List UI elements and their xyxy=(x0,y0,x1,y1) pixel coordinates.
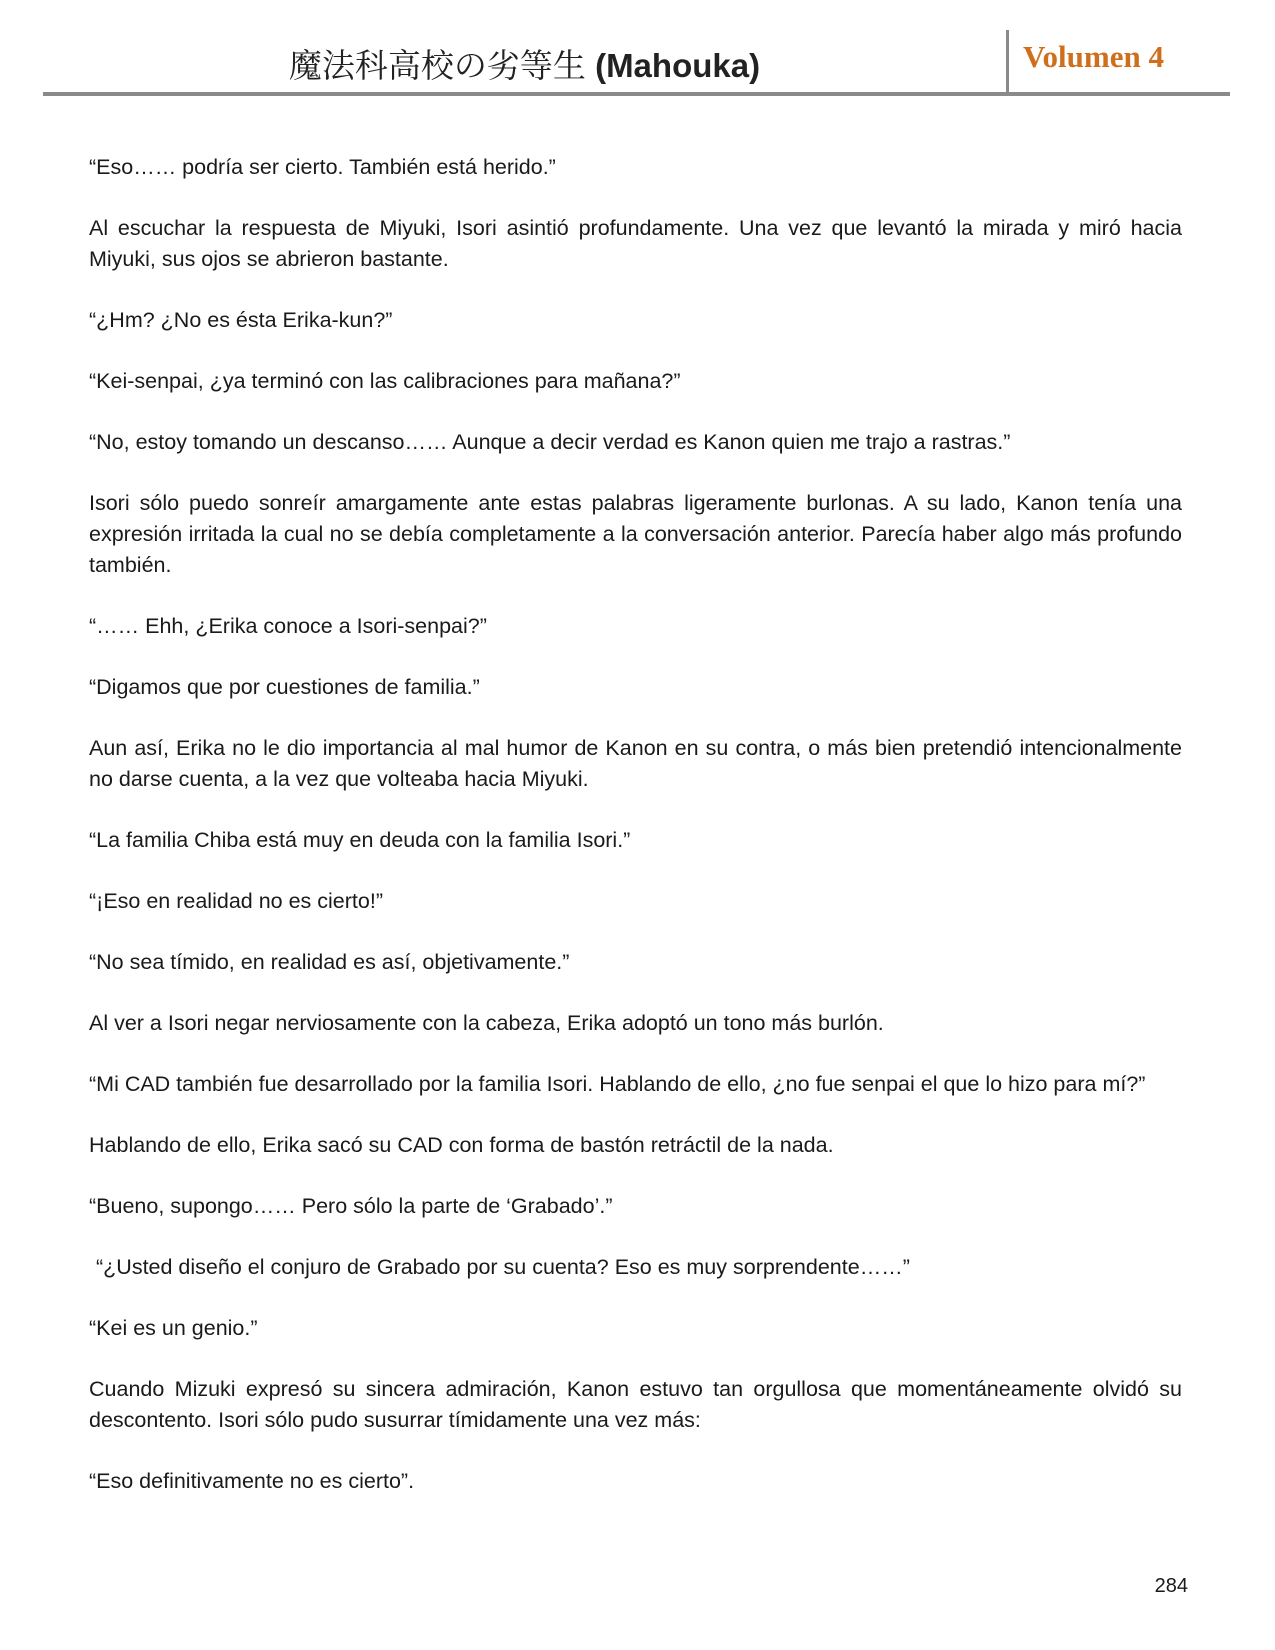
header-divider xyxy=(1006,30,1009,92)
paragraph: “No, estoy tomando un descanso…… Aunque a decir verdad es Kanon quien me trajo a rastras.” xyxy=(89,430,1011,454)
volume-label: Volumen 4 xyxy=(1023,39,1164,74)
book-title xyxy=(43,40,1006,87)
paragraph: “…… Ehh, ¿Erika conoce a Isori-senpai?” xyxy=(89,614,487,638)
book-title-japanese: 魔法科高校の劣等生 xyxy=(288,47,586,84)
paragraph: “Mi CAD también fue desarrollado por la familia Isori. Hablando de ello, ¿no fue senpai el que lo hizo para mí?” xyxy=(89,1072,1146,1096)
body-text xyxy=(89,152,1182,1527)
paragraph: “¿Hm? ¿No es ésta Erika-kun?” xyxy=(89,308,393,332)
page-header xyxy=(43,28,1230,92)
paragraph: “Digamos que por cuestiones de familia.” xyxy=(89,675,480,699)
page-number: 284 xyxy=(1154,1575,1188,1597)
paragraph: “Kei-senpai, ¿ya terminó con las calibraciones para mañana?” xyxy=(89,369,681,393)
paragraph: Al escuchar la respuesta de Miyuki, Isori asintió profundamente. Una vez que levantó la mirada y miró hacia Miyuki, sus ojos se abrieron bastante. xyxy=(89,216,1182,271)
paragraph: “¡Eso en realidad no es cierto!” xyxy=(89,889,383,913)
paragraph: “¿Usted diseño el conjuro de Grabado por su cuenta? Eso es muy sorprendente……” xyxy=(96,1255,910,1279)
paragraph: “Bueno, supongo…… Pero sólo la parte de ‘Grabado’.” xyxy=(89,1194,613,1218)
paragraph: “No sea tímido, en realidad es así, objetivamente.” xyxy=(89,950,570,974)
paragraph: “Kei es un genio.” xyxy=(89,1316,258,1340)
header-rule xyxy=(43,92,1230,96)
book-title-latin: (Mahouka) xyxy=(595,47,761,84)
paragraph: Al ver a Isori negar nerviosamente con la cabeza, Erika adoptó un tono más burlón. xyxy=(89,1011,884,1035)
paragraph: Cuando Mizuki expresó su sincera admiración, Kanon estuvo tan orgullosa que momentáneamente olvidó su descontento. Isori sólo pudo susurrar tímidamente una vez más: xyxy=(89,1377,1182,1432)
paragraph: Isori sólo puedo sonreír amargamente ante estas palabras ligeramente burlonas. A su lado, Kanon tenía una expresión irritada la cual no se debía completamente a la conversación anterior. Parecía haber algo más profundo también. xyxy=(89,491,1182,577)
paragraph: Hablando de ello, Erika sacó su CAD con forma de bastón retráctil de la nada. xyxy=(89,1133,834,1157)
paragraph: Aun así, Erika no le dio importancia al mal humor de Kanon en su contra, o más bien pretendió intencionalmente no darse cuenta, a la vez que volteaba hacia Miyuki. xyxy=(89,736,1182,791)
paragraph: “Eso…… podría ser cierto. También está herido.” xyxy=(89,155,556,179)
paragraph: “La familia Chiba está muy en deuda con la familia Isori.” xyxy=(89,828,631,852)
paragraph: “Eso definitivamente no es cierto”. xyxy=(89,1469,415,1493)
